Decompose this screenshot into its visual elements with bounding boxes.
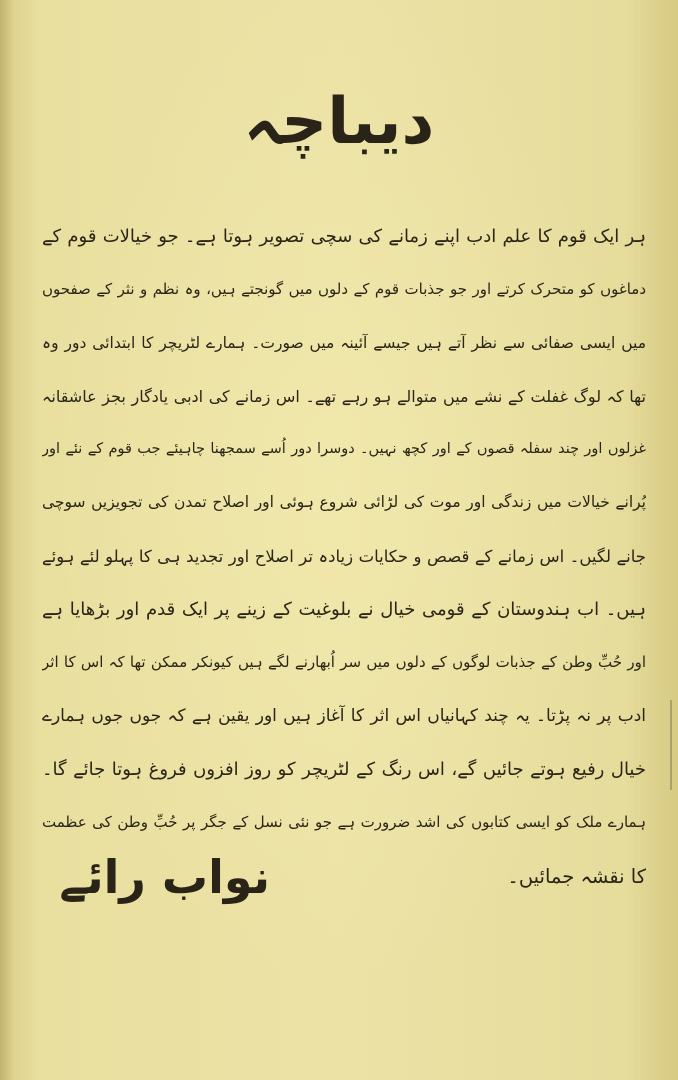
page-title: دیباچہ bbox=[243, 85, 435, 159]
text-line: خیال رفیع ہوتے جائیں گے، اس رنگ کے لٹریچر کو روز افزوں فروغ ہوتا جائے گا۔ bbox=[42, 758, 646, 780]
text-line: ادب پر نہ پڑتا۔ یہ چند کہانیاں اس اثر کا آغاز ہیں اور یقین ہے کہ جوں جوں ہمارے bbox=[42, 705, 646, 726]
text-line: غزلوں اور چند سفلہ قصوں کے اور کچھ نہیں۔ دوسرا دور اُسے سمجھنا چاہیئے جب قوم کے نئے اور bbox=[42, 441, 646, 458]
text-line: جانے لگیں۔ اس زمانے کے قصص و حکایات زیادہ تر اصلاح اور تجدید ہی کا پہلو لئے ہوئے bbox=[42, 546, 646, 566]
text-line: دماغوں کو متحرک کرتے اور جو جذبات قوم کے دلوں میں گونجتے ہیں، وہ نظم و نثر کے صفحوں bbox=[42, 280, 646, 299]
text-line: میں ایسی صفائی سے نظر آتے ہیں جیسے آئینہ میں صورت۔ ہمارے لٹریچر کا ابتدائی دور وہ bbox=[42, 333, 646, 352]
text-line: اور حُبِّ وطن کے جذبات لوگوں کے دلوں میں سر اُبھارنے لگے ہیں کیونکر ممکن تھا کہ اس کا اثر bbox=[42, 653, 646, 672]
binding-shadow bbox=[0, 0, 14, 1080]
preface-paragraph bbox=[42, 210, 646, 903]
text-line: تھا کہ لوگ غفلت کے نشے میں متوالے ہو رہے تھے۔ اس زمانے کی ادبی یادگار بجز عاشقانہ bbox=[42, 386, 646, 406]
text-line: ہمارے ملک کو ایسی کتابوں کی اشد ضرورت ہے جو نئی نسل کے جگر پر حُبِّ وطن کی عظمت bbox=[42, 813, 646, 832]
text-line: پُرانے خیالات میں زندگی اور موت کی لڑائی شروع ہوئی اور اصلاح تمدن کی تجویزیں سوچی bbox=[42, 493, 646, 512]
author-signature: نواب رائے bbox=[59, 850, 270, 904]
page-edge-mark bbox=[670, 700, 672, 790]
text-line: ہیں۔ اب ہندوستان کے قومی خیال نے بلوغیت کے زینے پر ایک قدم اور بڑھایا ہے bbox=[42, 599, 646, 621]
text-line: کا نقشہ جمائیں۔ bbox=[507, 864, 646, 888]
text-line: ہر ایک قوم کا علم ادب اپنے زمانے کی سچی تصویر ہوتا ہے۔ جو خیالات قوم کے bbox=[42, 226, 646, 247]
